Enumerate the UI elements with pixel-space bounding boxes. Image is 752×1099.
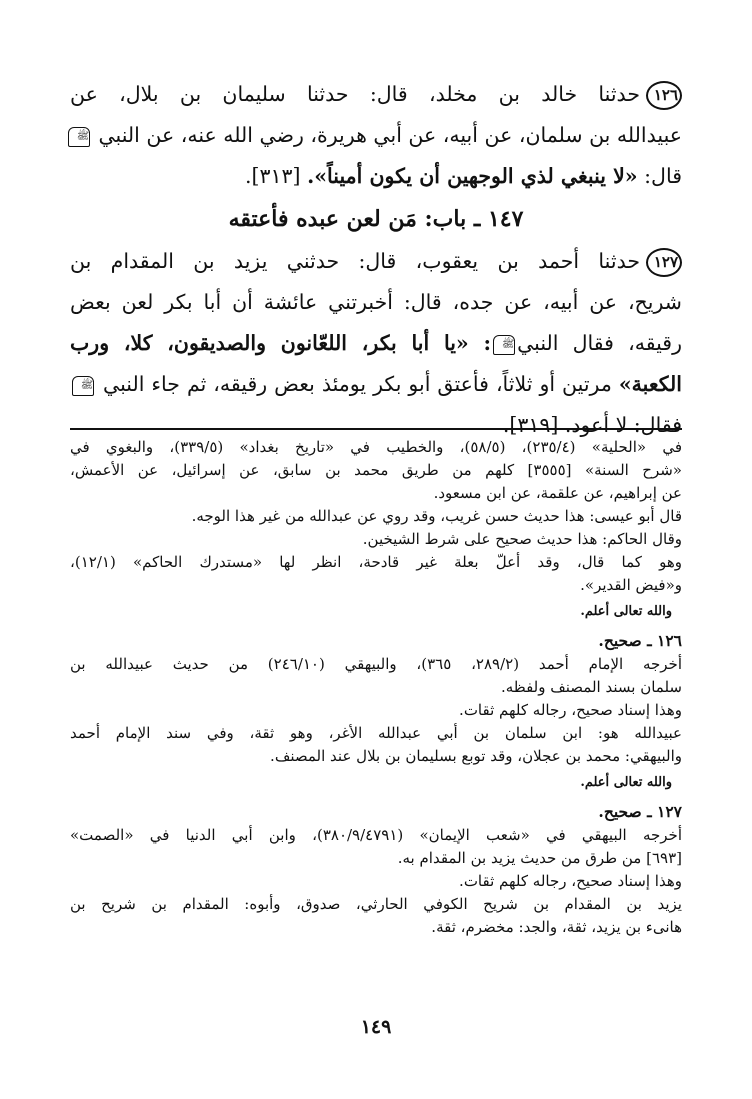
note-line: عن إبراهيم، عن علقمة، عن ابن مسعود. (433, 484, 682, 502)
closing-formula: والله تعالى أعلم. (580, 604, 672, 619)
hadith-number-126: ١٢٦ (646, 81, 682, 110)
hadith-127-line-2: شريح، عن أبيه، عن جده، قال: أخبرتني عائشة أن أبا بكر لعن بعض (70, 290, 682, 314)
footnote-divider (70, 428, 682, 430)
hadith-126-line-1: ١٢٦حدثنا خالد بن مخلد، قال: حدثنا سليمان بن بلال، عن (70, 74, 682, 115)
note-line: سلمان بسند المصنف ولفظه. (500, 678, 682, 696)
salutation-icon: ﷺ (68, 127, 90, 147)
note-line: في «الحلية» (٢٣٥/٤)، (٥٨/٥)، والخطيب في «تاريخ بغداد» (٣٣٩/٥)، والبغوي في (70, 438, 682, 456)
note-heading-126: ١٢٦ ـ صحيح. (598, 631, 682, 650)
hadith-127-line-3: رقيقه، فقال النبيﷺ: «يا أبا بكر، اللعّانون والصديقون، كلا، ورب (70, 331, 683, 355)
hadith-126-matn: «لا ينبغي لذي الوجهين أن يكون أميناً». (307, 164, 638, 188)
note-line: وهو كما قال، وقد أعلّ بعلة غير قادحة، انظر لها «مستدرك الحاكم» (١٢/١)، (70, 553, 682, 571)
note-line: أخرجه البيهقي في «شعب الإيمان» (٣٨٠/٩/٤٧٩١)، وابن أبي الدنيا في «الصمت» (70, 826, 682, 844)
footnotes (70, 436, 682, 939)
note-line: «شرح السنة» [٣٥٥٥] كلهم من طريق محمد بن سابق، عن إسرائيل، عن الأعمش، (70, 461, 682, 479)
page-number: ١٤٩ (360, 1016, 392, 1038)
note-line: هانىء بن يزيد، ثقة، والجد: مخضرم، ثقة. (431, 918, 682, 936)
note-line: أخرجه الإمام أحمد (٢٨٩/٢، ٣٦٥)، والبيهقي (٢٤٦/١٠) من حديث عبيدالله بن (70, 655, 682, 673)
note-line: [٦٩٣] من طرق من حديث يزيد بن المقدام به. (397, 849, 682, 867)
hadith-number-127: ١٢٧ (646, 248, 682, 277)
hadith-126-line-2: عبيدالله بن سلمان، عن أبيه، عن أبي هريرة، رضي الله عنه، عن النبي ﷺ (70, 115, 682, 156)
note-line: والبيهقي: محمد بن عجلان، وقد توبع بسليمان بن بلال عند المصنف. (270, 747, 682, 765)
closing-formula: والله تعالى أعلم. (580, 775, 672, 790)
note-line: وقال الحاكم: هذا حديث صحيح على شرط الشيخين. (362, 530, 682, 548)
note-line: و«فيض القدير». (580, 576, 682, 594)
note-line: وهذا إسناد صحيح، رجاله كلهم ثقات. (459, 872, 682, 890)
salutation-icon: ﷺ (72, 376, 94, 396)
hadith-127-line-5: فقال: لا أعود. [٣١٩]. (502, 413, 682, 437)
chapter-heading: ١٤٧ ـ باب: مَن لعن عبده فأعتقه (228, 206, 524, 232)
main-text (70, 74, 682, 446)
note-line: عبيدالله هو: ابن سلمان بن أبي عبدالله الأغر، وهو ثقة، وفي سند الإمام أحمد (70, 724, 682, 742)
hadith-127-line-1: ١٢٧حدثنا أحمد بن يعقوب، قال: حدثني يزيد بن المقدام بن (70, 241, 682, 282)
note-line: وهذا إسناد صحيح، رجاله كلهم ثقات. (459, 701, 682, 719)
note-line: يزيد بن المقدام بن شريح الكوفي الحارثي، صدوق، وأبوه: المقدام بن شريح بن (70, 895, 682, 913)
salutation-icon: ﷺ (493, 335, 515, 355)
note-heading-127: ١٢٧ ـ صحيح. (598, 802, 682, 821)
note-line: قال أبو عيسى: هذا حديث حسن غريب، وقد روي عن عبدالله من غير هذا الوجه. (191, 507, 682, 525)
hadith-127-line-4: الكعبة» مرتين أو ثلاثاً، فأعتق أبو بكر يومئذ بعض رقيقه، ثم جاء النبي ﷺ (70, 364, 682, 405)
hadith-126-line-3: قال: «لا ينبغي لذي الوجهين أن يكون أميناً». [٣١٣]. (244, 164, 682, 188)
